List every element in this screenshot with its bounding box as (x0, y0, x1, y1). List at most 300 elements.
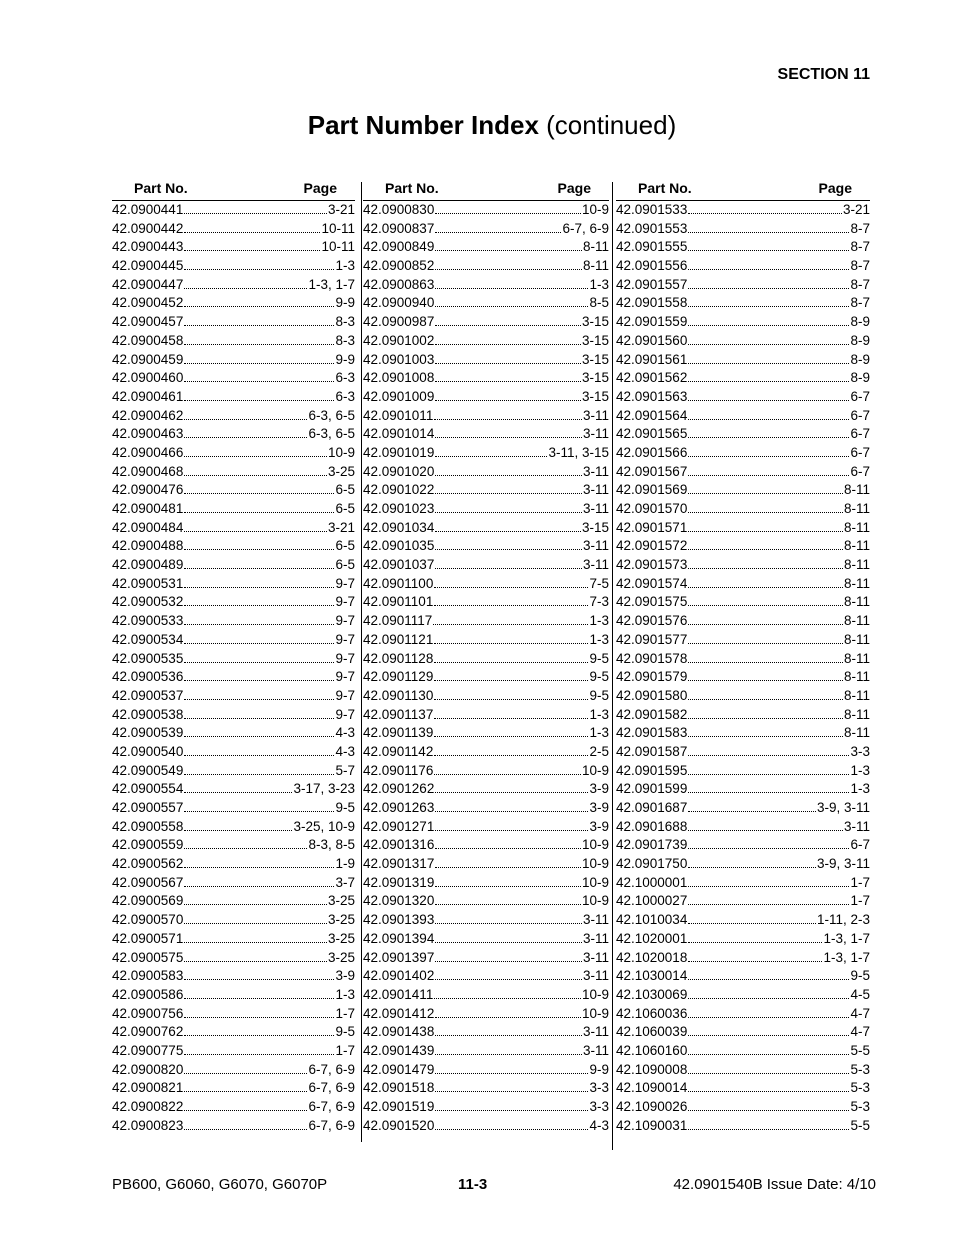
page-reference: 10-9 (581, 202, 609, 217)
index-entry (363, 855, 609, 874)
part-number: 42.1060039 (616, 1024, 688, 1040)
dot-leader (688, 425, 849, 438)
page-reference: 9-5 (589, 669, 609, 685)
page-reference: 3-11 (582, 968, 609, 984)
index-entry (616, 1098, 870, 1117)
index-entry (363, 668, 609, 687)
page-reference: 3-25 (327, 949, 355, 965)
part-number: 42.0901566 (616, 444, 688, 460)
index-entry (363, 612, 609, 631)
index-entry (363, 1061, 609, 1080)
page-reference: 6-3 (335, 370, 355, 386)
index-entry (363, 1098, 609, 1117)
index-entry (616, 930, 870, 949)
dot-leader (184, 1079, 307, 1092)
index-entry (363, 220, 609, 239)
dot-leader (435, 1079, 588, 1092)
dot-leader (184, 313, 334, 326)
dot-leader (184, 463, 327, 476)
dot-leader (184, 593, 334, 606)
page-reference: 1-7 (850, 874, 870, 890)
page-reference: 3-21 (327, 202, 355, 217)
dot-leader (184, 986, 334, 999)
dot-leader (184, 407, 307, 420)
index-entry (112, 892, 355, 911)
dot-leader (688, 388, 849, 401)
page-reference: 10-9 (581, 1005, 609, 1021)
page-reference: 9-7 (335, 687, 355, 703)
part-number: 42.0901019 (363, 444, 435, 460)
index-entry (112, 575, 355, 594)
dot-leader (434, 743, 588, 756)
part-number: 42.0901263 (363, 800, 435, 815)
index-entry (112, 706, 355, 725)
page-reference: 6-5 (335, 482, 355, 498)
page-reference: 7-5 (589, 575, 609, 591)
page-reference: 3-9, 3-11 (816, 856, 870, 872)
index-entry (112, 799, 355, 818)
page-reference: 4-3 (589, 1117, 609, 1133)
page-reference: 1-3 (850, 781, 870, 797)
index-entry (112, 220, 355, 239)
index-entry (363, 369, 609, 388)
page-reference: 8-11 (843, 706, 870, 722)
page-reference: 9-7 (335, 631, 355, 647)
part-number: 42.0901750 (616, 856, 688, 872)
index-column-1 (112, 178, 355, 1135)
dot-leader (688, 220, 849, 233)
part-number: 42.0901520 (363, 1117, 435, 1133)
dot-leader (688, 706, 843, 719)
dot-leader (688, 556, 843, 569)
page-reference: 3-9 (335, 968, 355, 984)
part-number: 42.0900536 (112, 669, 184, 685)
part-number: 42.0901578 (616, 650, 688, 666)
dot-leader (184, 276, 307, 289)
index-entry (112, 836, 355, 855)
part-number: 42.0900583 (112, 968, 184, 984)
part-number: 42.0901573 (616, 557, 688, 573)
page-reference: 6-7 (850, 388, 870, 404)
dot-leader (688, 519, 843, 532)
part-number: 42.0900567 (112, 874, 184, 890)
dot-leader (435, 351, 581, 364)
part-number: 42.0901518 (363, 1080, 435, 1096)
page-reference: 3-3 (589, 1080, 609, 1096)
part-number: 42.0901582 (616, 706, 688, 722)
index-entry (112, 388, 355, 407)
part-number: 42.0901014 (363, 426, 435, 442)
page-reference: 8-11 (843, 538, 870, 554)
dot-leader (184, 575, 334, 588)
index-entry (616, 743, 870, 762)
part-number: 42.0900445 (112, 258, 184, 274)
dot-leader (184, 1117, 307, 1130)
dot-leader (688, 724, 843, 737)
index-entry (616, 500, 870, 519)
page-reference: 8-11 (843, 575, 870, 591)
dot-leader (688, 1023, 849, 1036)
index-entry (112, 500, 355, 519)
dot-leader (688, 892, 849, 905)
page-reference: 6-5 (335, 501, 355, 516)
index-entry (112, 313, 355, 332)
part-number: 42.0901402 (363, 968, 435, 984)
index-entry (112, 780, 355, 799)
part-number: 42.0900461 (112, 388, 184, 404)
page-reference: 6-7, 6-9 (308, 1117, 355, 1133)
part-number: 42.0901479 (363, 1061, 435, 1077)
dot-leader (688, 481, 843, 494)
part-number: 42.0901580 (616, 687, 688, 703)
index-entry (112, 444, 355, 463)
index-entry (616, 780, 870, 799)
index-entry (616, 799, 870, 818)
index-entry (112, 1005, 355, 1024)
dot-leader (184, 855, 334, 868)
part-number: 42.0901687 (616, 800, 688, 815)
index-entry (112, 1079, 355, 1098)
part-number: 42.0901519 (363, 1099, 435, 1114)
dot-leader (688, 668, 843, 681)
part-number: 42.0900575 (112, 949, 184, 965)
part-number: 42.0901599 (616, 781, 688, 797)
section-label: SECTION 11 (777, 66, 870, 83)
dot-leader (433, 612, 588, 625)
index-entry (112, 519, 355, 538)
page-reference: 1-9 (335, 856, 355, 872)
title-suffix: (continued) (538, 110, 677, 140)
part-number: 42.0901595 (616, 762, 688, 778)
page-reference: 9-7 (335, 594, 355, 610)
index-entry (112, 668, 355, 687)
page-reference: 8-11 (843, 594, 870, 610)
part-number: 42.0900540 (112, 743, 184, 759)
page-reference: 3-11 (582, 463, 609, 479)
index-list (616, 201, 870, 1135)
dot-leader (435, 967, 582, 980)
index-entry (616, 949, 870, 968)
index-entry (616, 818, 870, 837)
part-number: 42.0900441 (112, 202, 184, 217)
page-reference: 4-5 (850, 986, 870, 1002)
part-number: 42.0901565 (616, 426, 688, 442)
part-number: 42.0900488 (112, 538, 184, 554)
index-entry (363, 874, 609, 893)
page-reference: 3-11 (582, 407, 609, 423)
index-entry (112, 1117, 355, 1136)
page-reference: 4-7 (850, 1005, 870, 1021)
dot-leader (434, 687, 588, 700)
part-number: 42.1000001 (616, 874, 688, 890)
dot-leader (184, 762, 334, 775)
index-entry (616, 463, 870, 482)
part-number: 42.1030069 (616, 986, 688, 1002)
page-reference: 3-21 (842, 202, 870, 217)
dot-leader (435, 1023, 582, 1036)
part-number: 42.0901139 (363, 725, 434, 741)
index-entry (616, 313, 870, 332)
index-entry (616, 1023, 870, 1042)
index-entry (616, 407, 870, 426)
page-reference: 10-9 (581, 856, 609, 872)
index-entry (112, 743, 355, 762)
index-entry (363, 892, 609, 911)
part-number: 42.0901569 (616, 482, 688, 498)
dot-leader (435, 818, 588, 831)
index-entry (363, 575, 609, 594)
page-reference: 8-5 (589, 295, 609, 311)
part-number: 42.0900533 (112, 613, 184, 629)
part-number: 42.0900557 (112, 800, 184, 815)
dot-leader (688, 444, 849, 457)
page-reference: 7-3 (589, 594, 609, 610)
page-reference: 8-11 (843, 613, 870, 629)
part-number: 42.0901142 (363, 743, 434, 759)
part-number: 42.0900538 (112, 706, 184, 722)
dot-leader (435, 892, 581, 905)
part-number: 42.1060036 (616, 1005, 688, 1021)
index-entry (112, 762, 355, 781)
index-entry (112, 294, 355, 313)
dot-leader (688, 986, 849, 999)
dot-leader (434, 593, 588, 606)
part-number: 42.0901557 (616, 276, 688, 292)
page-reference: 9-5 (335, 800, 355, 815)
part-number: 42.0901575 (616, 594, 688, 610)
index-entry (616, 1005, 870, 1024)
index-entry (363, 799, 609, 818)
page-reference: 9-5 (850, 968, 870, 984)
page-heading: Page (557, 180, 591, 196)
part-number: 42.0900821 (112, 1080, 184, 1096)
index-entry (616, 1079, 870, 1098)
dot-leader (184, 1061, 307, 1074)
dot-leader (435, 463, 582, 476)
part-number: 42.0901563 (616, 388, 688, 404)
page-reference: 3-11 (582, 538, 609, 554)
dot-leader (184, 780, 292, 793)
dot-leader (688, 836, 849, 849)
dot-leader (688, 631, 843, 644)
dot-leader (688, 930, 822, 943)
part-number: 42.0900443 (112, 239, 184, 255)
part-number: 42.0900532 (112, 594, 184, 610)
page-reference: 1-3 (335, 258, 355, 274)
part-number: 42.0901035 (363, 538, 435, 554)
page-reference: 9-7 (335, 706, 355, 722)
page-reference: 3-15 (581, 370, 609, 386)
dot-leader (688, 351, 849, 364)
index-entry (363, 425, 609, 444)
index-entry (363, 762, 609, 781)
page-reference: 9-9 (335, 295, 355, 311)
dot-leader (435, 369, 581, 382)
part-number: 42.0900476 (112, 482, 184, 498)
page-reference: 3-25 (327, 893, 355, 909)
dot-leader (434, 668, 588, 681)
page-reference: 8-11 (843, 482, 870, 498)
part-number: 42.0901128 (363, 650, 434, 666)
dot-leader (688, 1098, 849, 1111)
page-reference: 1-11, 2-3 (816, 912, 870, 928)
index-entry (112, 911, 355, 930)
dot-leader (184, 706, 334, 719)
index-entry (363, 313, 609, 332)
part-number: 42.0901411 (363, 986, 434, 1002)
dot-leader (435, 220, 561, 233)
dot-leader (435, 444, 547, 457)
page-reference: 9-7 (335, 613, 355, 629)
page-reference: 5-7 (335, 762, 355, 778)
dot-leader (434, 986, 581, 999)
page-reference: 3-25 (327, 463, 355, 479)
part-number: 42.0900460 (112, 370, 184, 386)
page-reference: 5-5 (850, 1042, 870, 1058)
index-entry (616, 481, 870, 500)
column-header (363, 178, 609, 201)
page-reference: 8-7 (850, 295, 870, 311)
dot-leader (435, 238, 582, 251)
dot-leader (184, 201, 327, 214)
index-entry (616, 575, 870, 594)
index-entry (616, 967, 870, 986)
page-reference: 9-9 (589, 1061, 609, 1077)
dot-leader (434, 724, 588, 737)
part-number: 42.0900822 (112, 1099, 184, 1114)
index-entry (363, 967, 609, 986)
index-entry (363, 593, 609, 612)
part-number: 42.0901577 (616, 631, 688, 647)
part-number: 42.1020001 (616, 930, 688, 946)
index-entry (616, 874, 870, 893)
dot-leader (688, 407, 849, 420)
part-number: 42.0900468 (112, 463, 184, 479)
dot-leader (435, 500, 582, 513)
part-number: 42.0901439 (363, 1042, 435, 1058)
page-reference: 1-3 (589, 725, 609, 741)
page-reference: 3-15 (581, 351, 609, 367)
dot-leader (435, 313, 581, 326)
dot-leader (184, 332, 334, 345)
dot-leader (688, 1117, 849, 1130)
part-number: 42.0900554 (112, 781, 184, 797)
index-entry (363, 706, 609, 725)
dot-leader (435, 855, 581, 868)
page-reference: 5-5 (850, 1117, 870, 1133)
page-reference: 8-3 (335, 314, 355, 330)
page-reference: 6-7 (850, 463, 870, 479)
page-reference: 3-25, 10-9 (293, 818, 355, 834)
part-number: 42.0900586 (112, 986, 184, 1002)
page-reference: 8-9 (850, 314, 870, 330)
dot-leader (688, 1061, 849, 1074)
part-number: 42.0901560 (616, 332, 688, 348)
part-number: 42.0901533 (616, 202, 688, 217)
page-reference: 3-15 (581, 388, 609, 404)
part-number: 42.1020018 (616, 949, 688, 965)
index-entry (616, 220, 870, 239)
part-number: 42.0901564 (616, 407, 688, 423)
dot-leader (184, 631, 334, 644)
index-entry (112, 593, 355, 612)
index-entry (616, 706, 870, 725)
page-reference: 3-15 (581, 314, 609, 330)
dot-leader (434, 706, 588, 719)
part-number: 42.0901739 (616, 837, 688, 853)
dot-leader (184, 1023, 334, 1036)
part-number: 42.0900830 (363, 202, 435, 217)
dot-leader (184, 238, 320, 251)
part-no-heading: Part No. (385, 180, 439, 196)
dot-leader (184, 537, 334, 550)
part-number: 42.0901393 (363, 912, 435, 928)
page-reference: 3-9, 3-11 (816, 800, 870, 815)
dot-leader (688, 1079, 849, 1092)
part-number: 42.0901576 (616, 613, 688, 629)
dot-leader (184, 911, 327, 924)
page-reference: 8-7 (850, 220, 870, 236)
index-entry (112, 276, 355, 295)
dot-leader (184, 294, 334, 307)
index-entry (112, 238, 355, 257)
index-entry (616, 762, 870, 781)
dot-leader (688, 238, 849, 251)
dot-leader (435, 930, 582, 943)
dot-leader (184, 388, 334, 401)
index-column-2 (363, 178, 609, 1135)
dot-leader (184, 1005, 334, 1018)
part-number: 42.1090026 (616, 1099, 688, 1114)
page-reference: 10-9 (581, 837, 609, 853)
page-reference: 8-9 (850, 332, 870, 348)
part-number: 42.0901579 (616, 669, 688, 685)
index-entry (363, 351, 609, 370)
index-entry (363, 276, 609, 295)
page-heading: Page (303, 180, 337, 196)
page-reference: 3-9 (589, 800, 609, 815)
dot-leader (688, 743, 849, 756)
index-entry (112, 1023, 355, 1042)
part-number: 42.0900571 (112, 930, 184, 946)
page-reference: 3-11 (582, 1024, 609, 1040)
part-number: 42.0901320 (363, 893, 435, 909)
page-reference: 1-3, 1-7 (308, 276, 355, 292)
dot-leader (435, 836, 581, 849)
part-number: 42.0901438 (363, 1024, 435, 1040)
dot-leader (434, 762, 581, 775)
part-number: 42.0900463 (112, 426, 184, 442)
index-entry (112, 407, 355, 426)
index-entry (363, 481, 609, 500)
page-reference: 1-7 (335, 1042, 355, 1058)
part-number: 42.0900481 (112, 501, 184, 516)
page-reference: 3-11 (582, 912, 609, 928)
index-entry (112, 930, 355, 949)
page-reference: 6-7, 6-9 (308, 1080, 355, 1096)
index-entry (616, 650, 870, 669)
part-number: 42.0900466 (112, 444, 184, 460)
dot-leader (688, 257, 849, 270)
dot-leader (434, 631, 588, 644)
part-number: 42.0900442 (112, 220, 184, 236)
dot-leader (688, 1042, 849, 1055)
page-reference: 3-17, 3-23 (293, 781, 355, 797)
part-number: 42.0901558 (616, 295, 688, 311)
part-number: 42.0900852 (363, 258, 435, 274)
dot-leader (435, 780, 588, 793)
page-reference: 8-9 (850, 351, 870, 367)
